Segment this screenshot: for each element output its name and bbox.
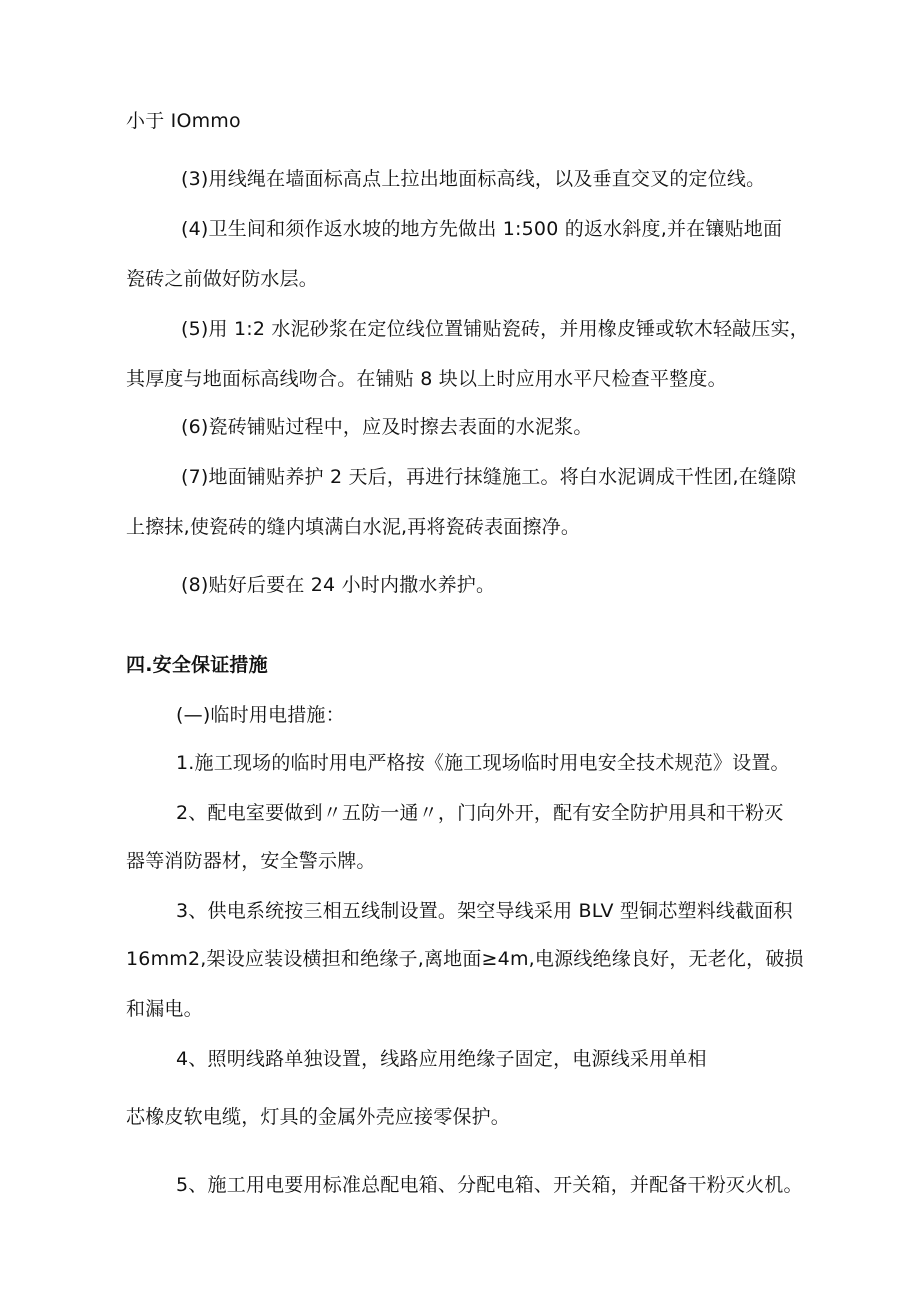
subsection-heading: (—)临时用电措施： bbox=[176, 704, 345, 726]
text-line-item-3: 3、供电系统按三相五线制设置。架空导线采用 BLV 型铜芯塑料线截面积 bbox=[176, 900, 793, 922]
text-line-step-5: (5)用 1:2 水泥砂浆在定位线位置铺贴瓷砖，并用橡皮锤或软木轻敲压实， bbox=[181, 318, 809, 340]
text-line-item-3-cont2: 和漏电。 bbox=[126, 998, 203, 1020]
section-heading: 四.安全保证措施 bbox=[126, 654, 268, 676]
text-line-step-4: (4)卫生间和须作返水坡的地方先做出 1:500 的返水斜度,并在镶贴地面 bbox=[181, 218, 783, 240]
text-line-item-3-cont: 16mm2,架设应装设横担和绝缘子,离地面≥4m,电源线绝缘良好，无老化，破损 bbox=[126, 948, 804, 970]
text-line-item-5: 5、施工用电要用标准总配电箱、分配电箱、开关箱，并配备干粉灭火机。 bbox=[176, 1174, 803, 1196]
text-line-item-1: 1.施工现场的临时用电严格按《施工现场临时用电安全技术规范》设置。 bbox=[176, 752, 790, 774]
text-line-item-4-cont: 芯橡皮软电缆，灯具的金属外壳应接零保护。 bbox=[126, 1106, 511, 1128]
text-line-step-3: (3)用线绳在墙面标高点上拉出地面标高线，以及垂直交叉的定位线。 bbox=[181, 168, 766, 190]
text-line-item-2-cont: 器等消防器材，安全警示牌。 bbox=[126, 850, 376, 872]
text-line-step-4-cont: 瓷砖之前做好防水层。 bbox=[126, 268, 319, 290]
text-line-step-7: (7)地面铺贴养护 2 天后，再进行抹缝施工。将白水泥调成干性团,在缝隙 bbox=[181, 466, 797, 488]
text-line-item-2: 2、配电室要做到〃五防一通〃，门向外开，配有安全防护用具和干粉灭 bbox=[176, 802, 784, 824]
text-line-step-6: (6)瓷砖铺贴过程中，应及时擦去表面的水泥浆。 bbox=[181, 416, 593, 438]
text-line-item-4: 4、照明线路单独设置，线路应用绝缘子固定，电源线采用单相 bbox=[176, 1048, 707, 1070]
text-line-step-5-cont: 其厚度与地面标高线吻合。在铺贴 8 块以上时应用水平尺检查平整度。 bbox=[126, 368, 727, 390]
text-line-continuation: 小于 IOmmo bbox=[126, 110, 241, 132]
text-line-step-8: (8)贴好后要在 24 小时内撒水养护。 bbox=[181, 574, 496, 596]
text-line-step-7-cont: 上擦抹,使瓷砖的缝内填满白水泥,再将瓷砖表面擦净。 bbox=[126, 516, 581, 538]
